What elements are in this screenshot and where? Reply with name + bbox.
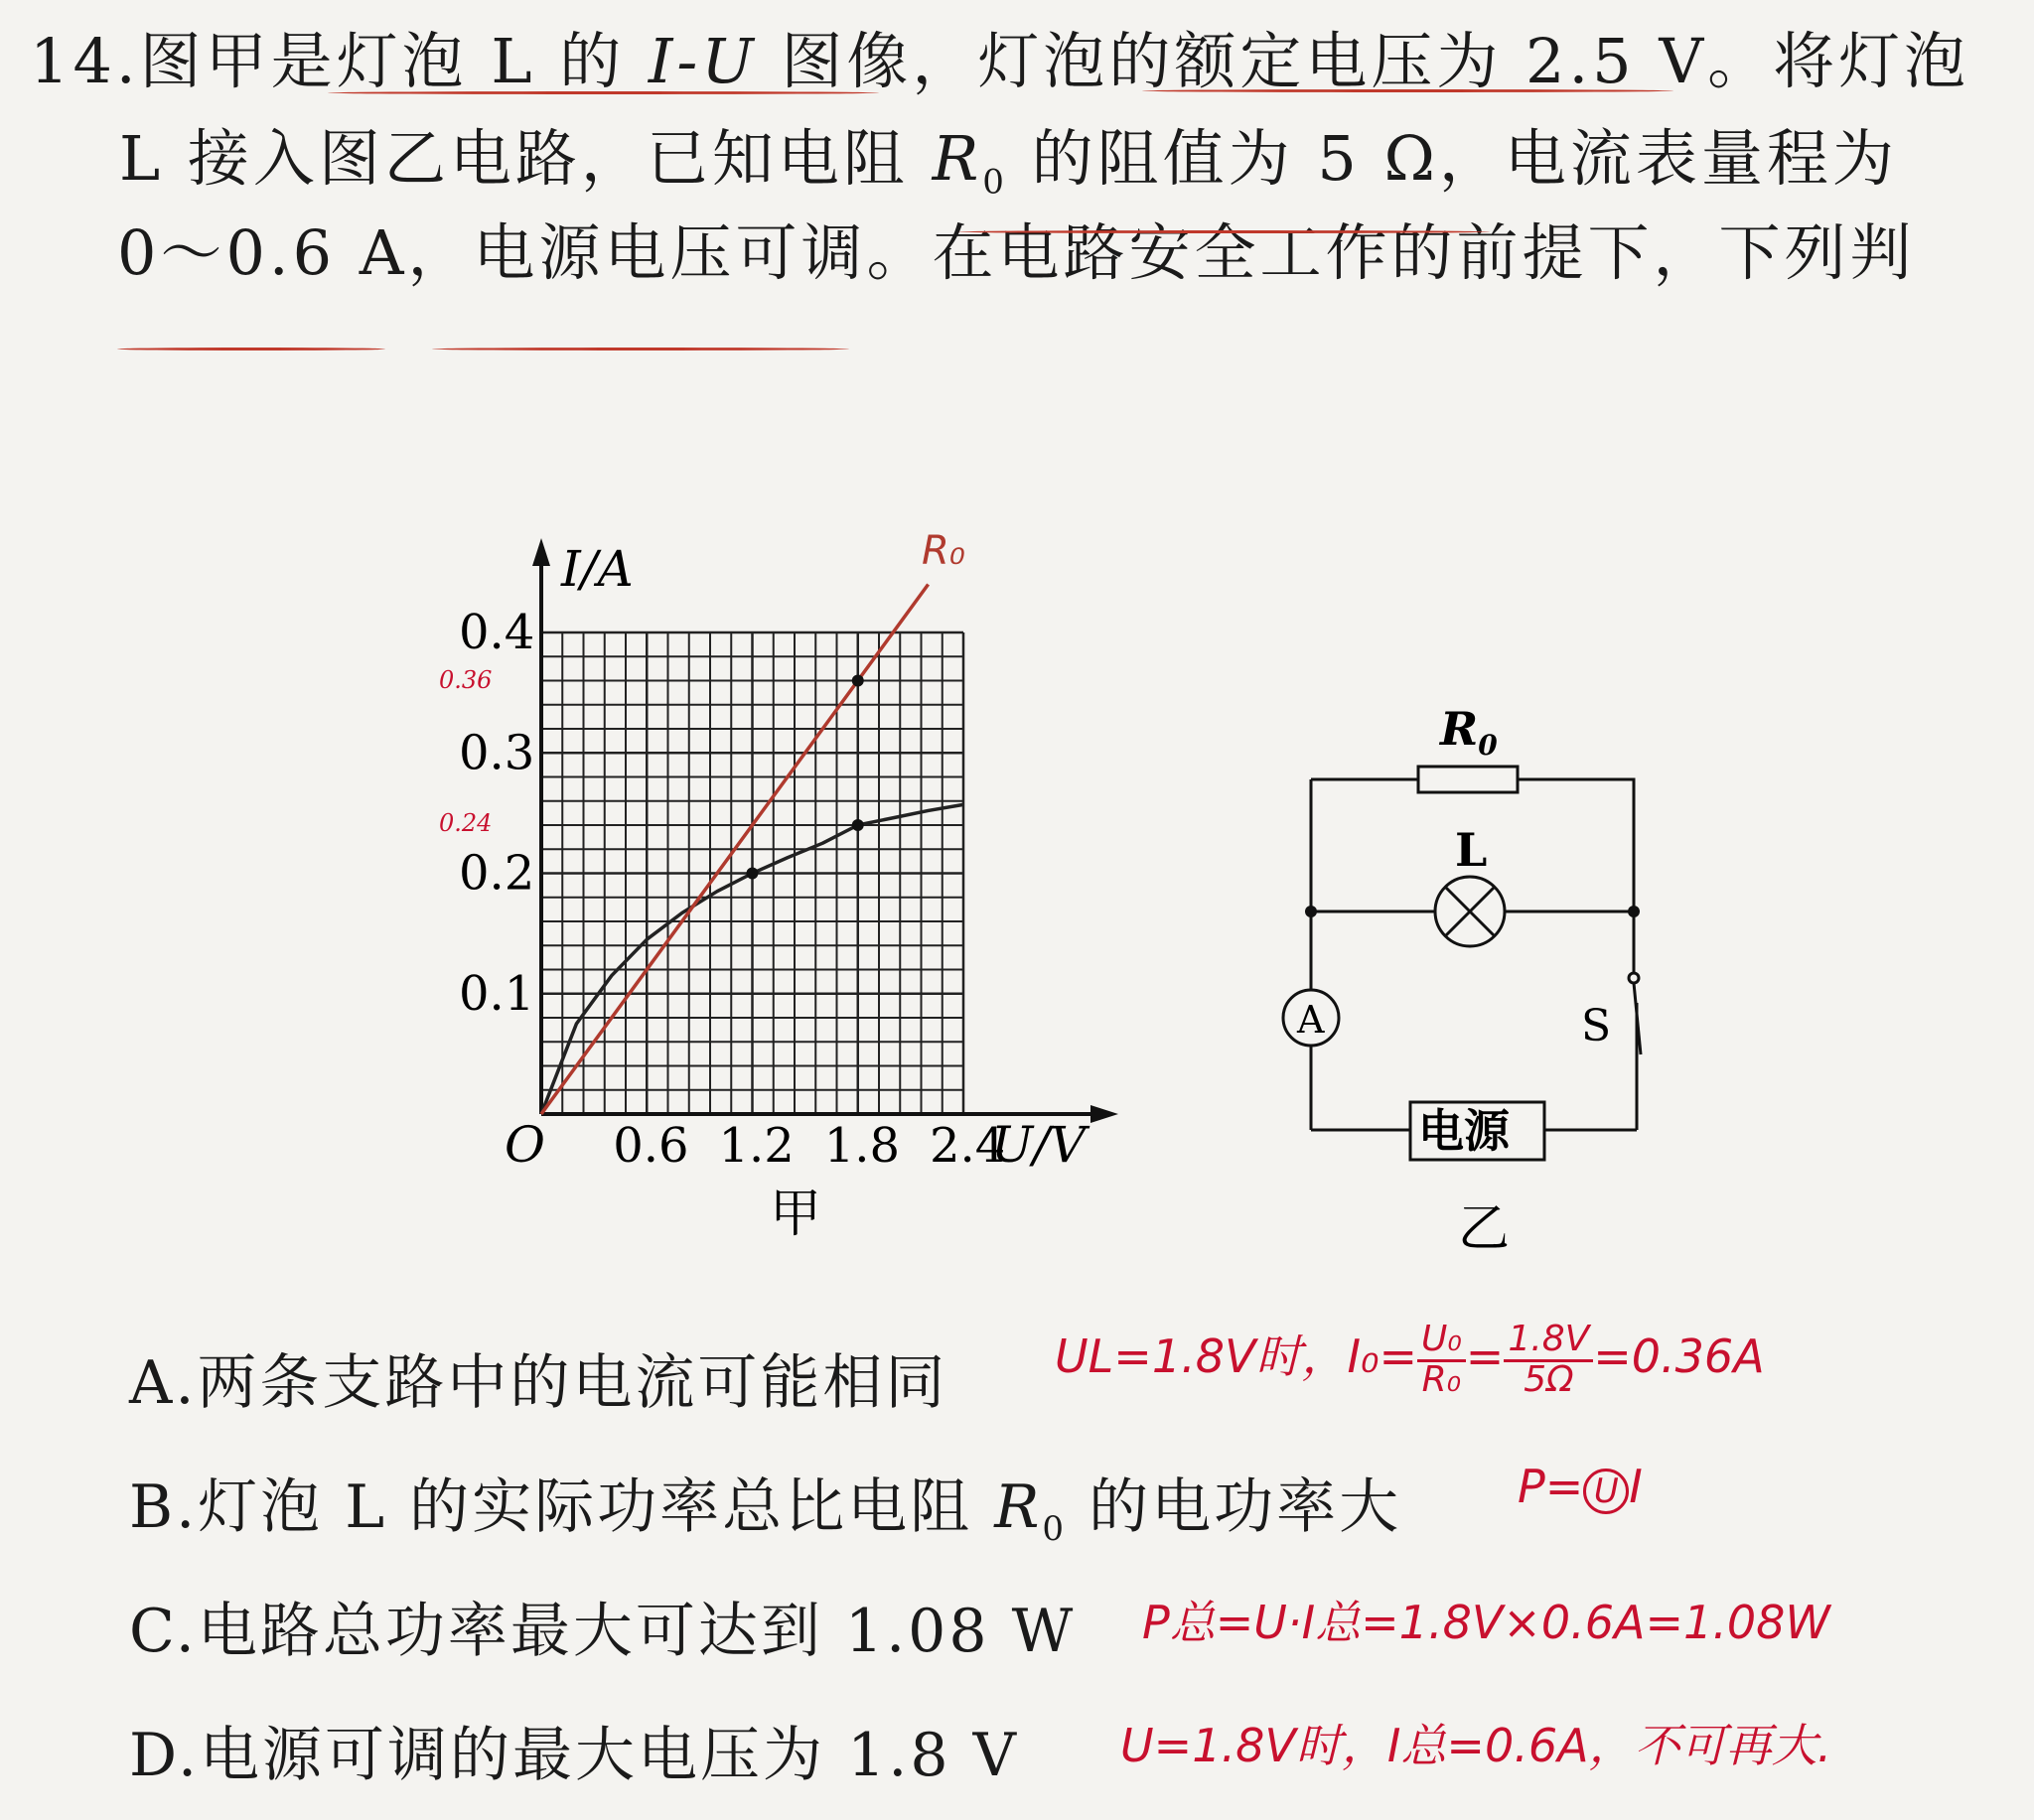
x-tick-label: 1.2 bbox=[718, 1118, 795, 1174]
question-line-2 bbox=[119, 109, 1898, 202]
option-d bbox=[129, 1708, 1019, 1793]
note-c bbox=[1142, 1587, 1830, 1652]
note-a-frac2 bbox=[1504, 1319, 1593, 1400]
power-source-label: 电源 bbox=[1418, 1104, 1510, 1158]
option-a bbox=[129, 1335, 947, 1421]
note-a-post: =0.36A bbox=[1593, 1330, 1765, 1383]
note-a-frac1-num: U₀ bbox=[1417, 1322, 1466, 1362]
iu-graph bbox=[427, 526, 1122, 1261]
lamp-label: L bbox=[1455, 823, 1488, 877]
x-tick-label: 1.8 bbox=[823, 1118, 901, 1174]
note-d bbox=[1120, 1710, 1831, 1775]
y-tick-label: 0.3 bbox=[459, 725, 535, 781]
question-number: 14. bbox=[30, 25, 140, 97]
switch-label: S bbox=[1581, 1001, 1612, 1051]
option-a-text: A.两条支路中的电流可能相同 bbox=[129, 1348, 948, 1418]
switch-pivot-icon bbox=[1629, 973, 1639, 983]
y-axis-label: I/A bbox=[561, 540, 634, 598]
option-b-r: R bbox=[994, 1472, 1043, 1542]
note-a-frac2-num: 1.8V bbox=[1504, 1322, 1593, 1362]
question-text-1b: 图像，灯泡的额定电压为 2.5 V。将灯泡 bbox=[757, 25, 1970, 97]
junction-left bbox=[1305, 906, 1317, 917]
circuit-diagram bbox=[1271, 685, 1688, 1261]
underline-1 bbox=[328, 91, 879, 94]
question-text-2b: 的阻值为 5 Ω，电流表量程为 bbox=[1007, 122, 1898, 195]
note-a-frac1-den: R₀ bbox=[1421, 1359, 1462, 1400]
question-text-1a: 图甲是灯泡 L 的 bbox=[139, 25, 649, 97]
y-axis-arrow bbox=[532, 538, 550, 566]
note-b-pre: P= bbox=[1518, 1460, 1584, 1513]
r0-subscript: 0 bbox=[982, 162, 1008, 203]
option-b-text-b: 的电功率大 bbox=[1067, 1472, 1402, 1542]
note-a-pre: UL=1.8V时，I₀= bbox=[1055, 1330, 1418, 1383]
x-tick-label: 0.6 bbox=[613, 1118, 689, 1174]
option-b-text-a: B.灯泡 L 的实际功率总比电阻 bbox=[129, 1472, 995, 1542]
y-tick-label: 0.1 bbox=[459, 965, 535, 1022]
note-b-circle: U bbox=[1583, 1469, 1629, 1514]
question-line-1 bbox=[30, 12, 1969, 100]
data-point bbox=[747, 868, 759, 880]
question-text-2a: L 接入图乙电路，已知电阻 bbox=[119, 122, 933, 195]
x-axis-arrow bbox=[1090, 1105, 1118, 1123]
option-b bbox=[129, 1460, 1401, 1549]
resistor-r0-label: $R_0$ bbox=[1440, 702, 1498, 762]
annotation-024: 0.24 bbox=[439, 809, 493, 837]
underline-4 bbox=[117, 348, 385, 350]
iu-label: I-U bbox=[648, 25, 758, 97]
note-b bbox=[1518, 1460, 1643, 1514]
underline-5 bbox=[432, 348, 849, 350]
note-c-text: P总=U·I总=1.8V×0.6A=1.08W bbox=[1142, 1596, 1830, 1649]
circuit-caption: 乙 bbox=[1458, 1199, 1511, 1259]
x-axis-label: U/V bbox=[991, 1116, 1087, 1174]
x-tick-label: 2.4 bbox=[930, 1118, 1006, 1174]
resistor-r0 bbox=[1418, 767, 1518, 792]
graph-caption: 甲 bbox=[770, 1185, 822, 1244]
origin-label: O bbox=[505, 1116, 545, 1174]
underline-2 bbox=[1142, 89, 1673, 92]
note-a-frac2-den: 5Ω bbox=[1524, 1359, 1574, 1400]
note-a-frac1 bbox=[1417, 1319, 1466, 1400]
x-tick-labels bbox=[613, 1118, 1005, 1174]
wire-top-right bbox=[1518, 779, 1634, 911]
data-point bbox=[852, 819, 864, 831]
y-tick-label: 0.2 bbox=[459, 845, 535, 902]
data-point bbox=[852, 675, 864, 687]
r0-line-label: R₀ bbox=[922, 528, 965, 574]
note-d-text: U=1.8V时，I总=0.6A，不可再大. bbox=[1120, 1719, 1832, 1772]
option-d-text: D.电源可调的最大电压为 1.8 V bbox=[129, 1721, 1019, 1790]
y-tick-label: 0.4 bbox=[459, 605, 535, 660]
note-a: UL=1.8V时，I₀= $\frac{\text{U₀}}{\text{R₀}}$ = $\frac{1.8V}{5\Omega}$ =0.36A bbox=[1055, 1319, 1765, 1400]
question-text-3: 0～0.6 A，电源电压可调。在电路安全工作的前提下，下列判 bbox=[117, 216, 1916, 289]
r0-symbol: R bbox=[932, 122, 983, 195]
option-c bbox=[129, 1584, 1076, 1669]
note-b-post: I bbox=[1629, 1460, 1643, 1513]
option-c-text: C.电路总功率最大可达到 1.08 W bbox=[129, 1597, 1077, 1666]
option-b-sub: 0 bbox=[1042, 1509, 1068, 1549]
junction-right bbox=[1628, 906, 1640, 917]
underline-3 bbox=[958, 230, 1490, 233]
ammeter-label: A bbox=[1297, 998, 1325, 1042]
annotation-036: 0.36 bbox=[439, 666, 493, 694]
question-line-3 bbox=[117, 204, 1916, 292]
